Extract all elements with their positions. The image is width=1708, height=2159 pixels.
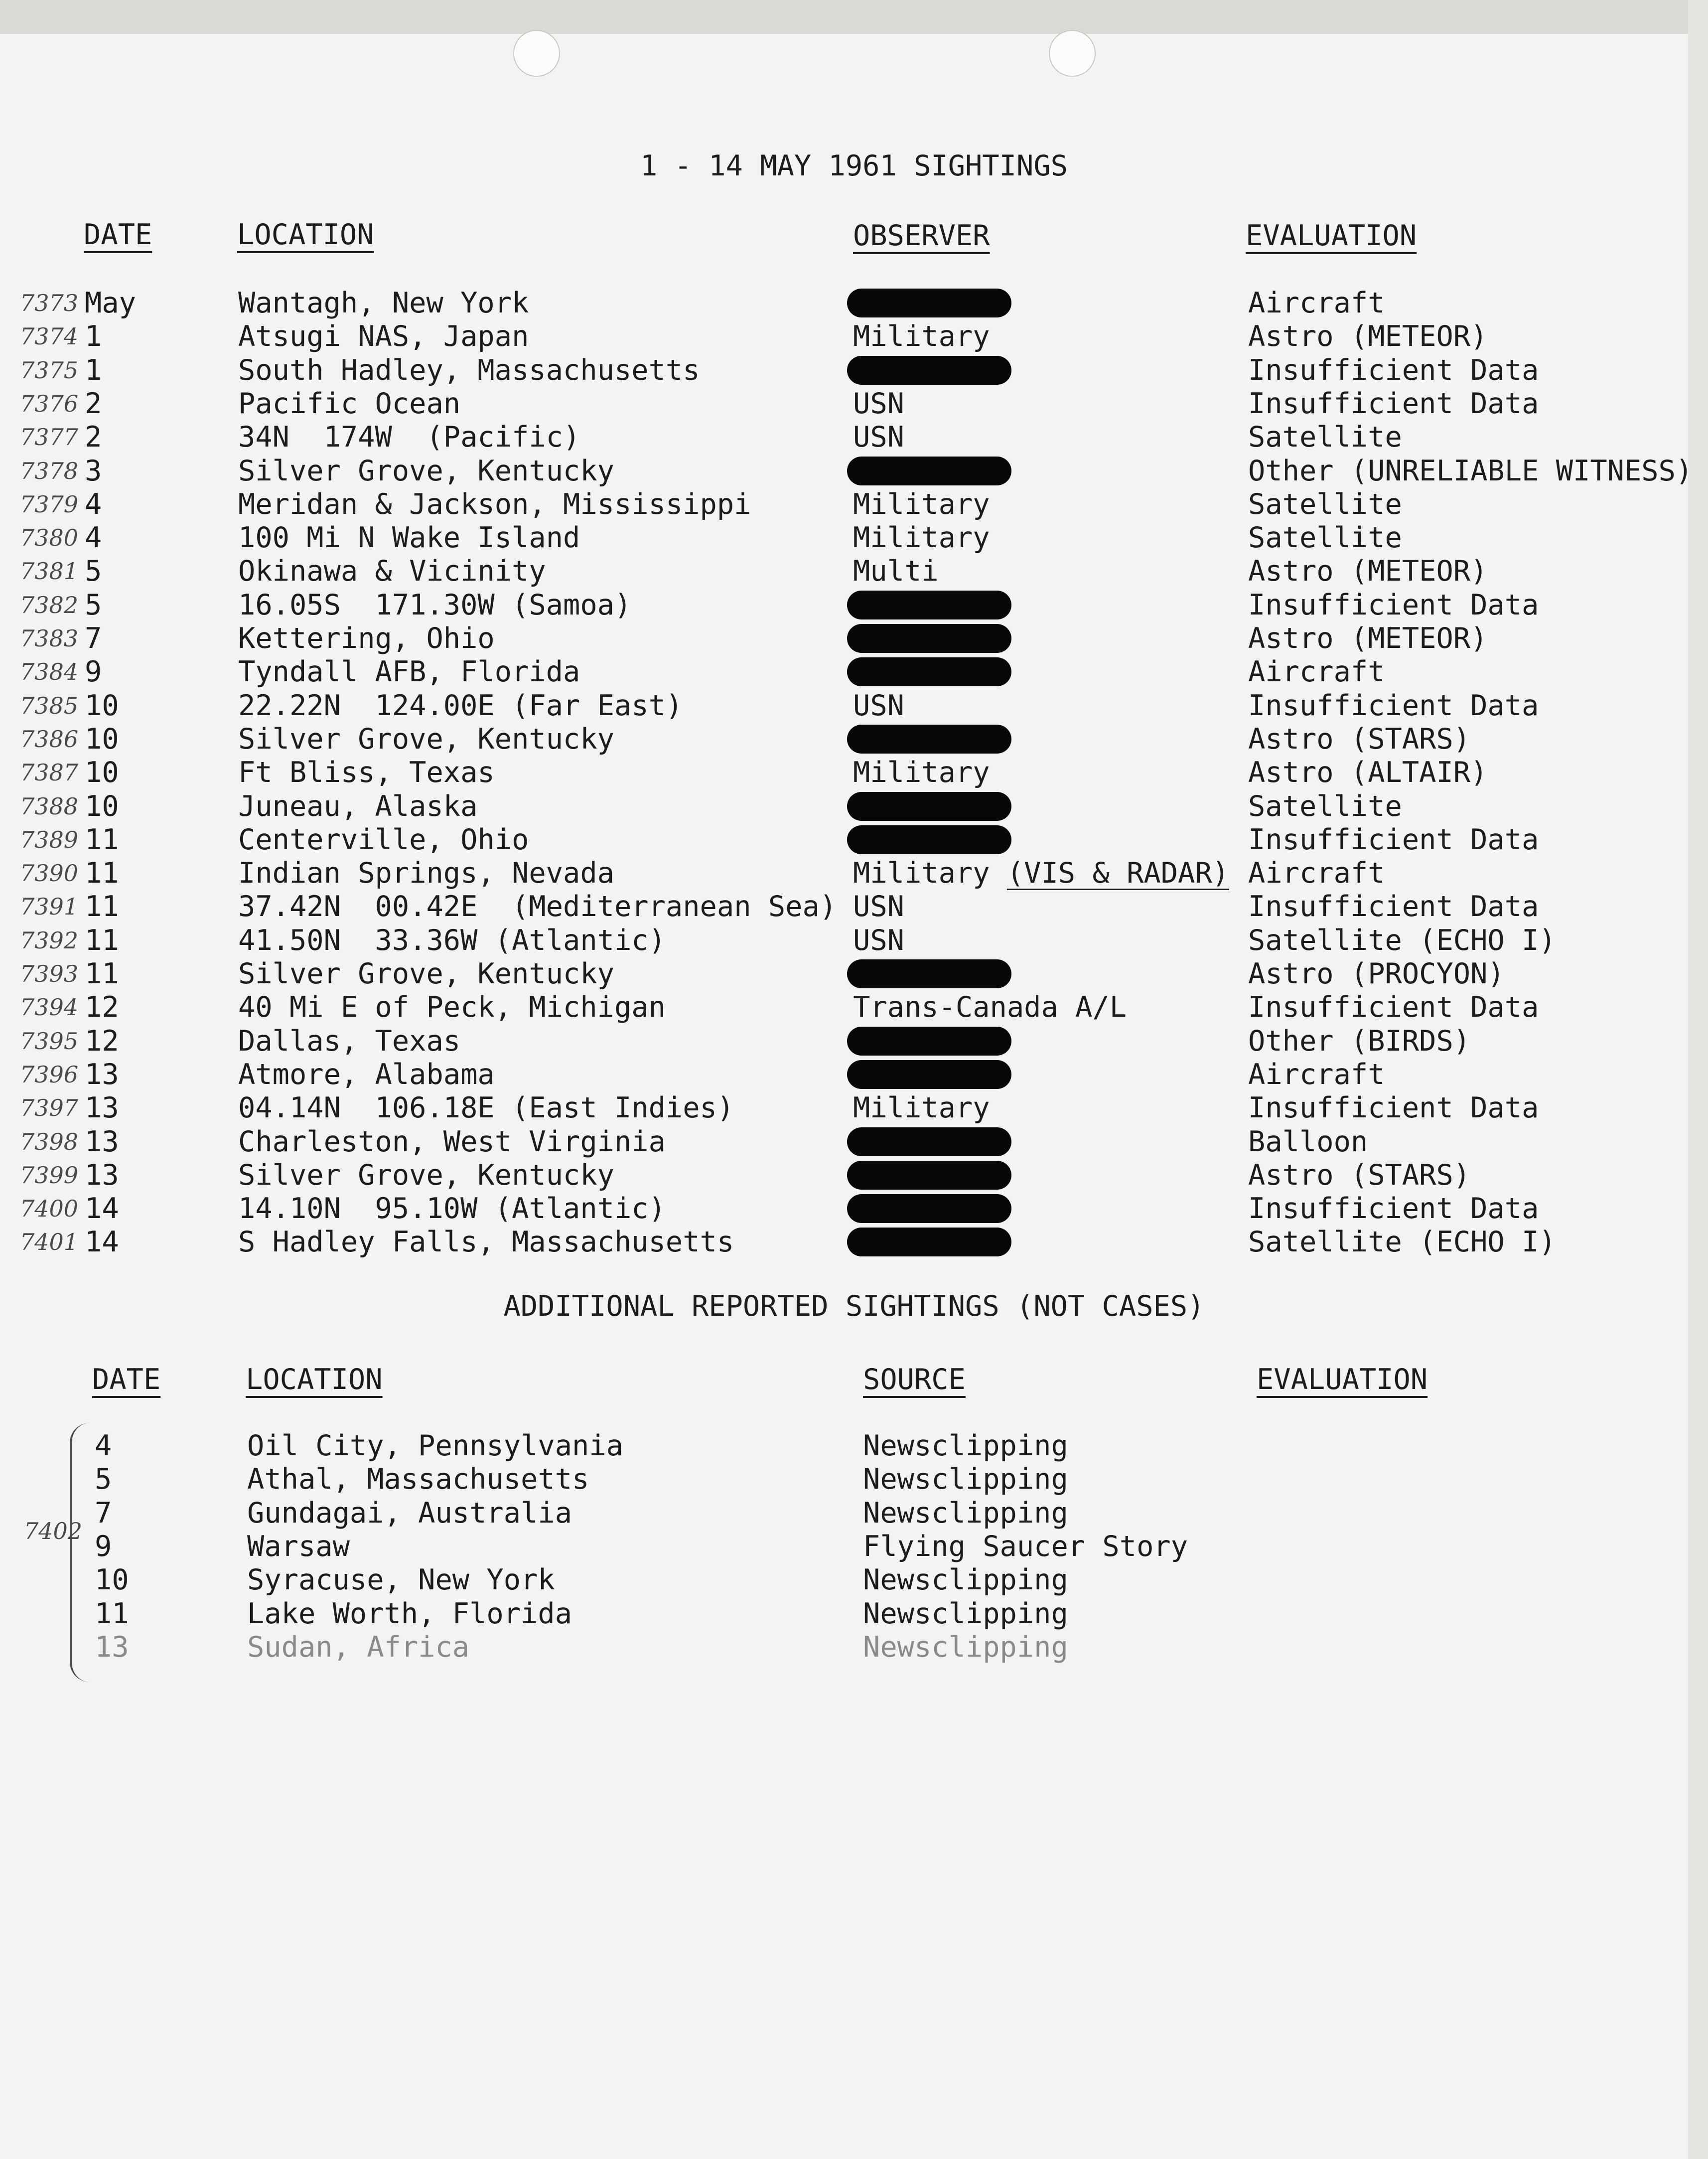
table-row (0, 890, 1708, 924)
cell-date: 13 (85, 1158, 119, 1192)
cell-evaluation: Satellite (1248, 487, 1402, 521)
cell-location: Silver Grove, Kentucky (238, 1158, 614, 1192)
case-number: 7381 (20, 558, 79, 585)
cell-observer: Trans-Canada A/L (853, 991, 1127, 1024)
table-row (0, 723, 1708, 756)
cell-evaluation: Astro (ALTAIR) (1248, 756, 1488, 789)
table-row (0, 689, 1708, 723)
redaction-mark (847, 1060, 1011, 1089)
cell-source: Newsclipping (863, 1597, 1068, 1630)
cell-evaluation: Astro (STARS) (1248, 1158, 1471, 1192)
cell-source: Newsclipping (863, 1429, 1068, 1462)
cell-location: Pacific Ocean (238, 387, 461, 420)
cell-location: Meridan & Jackson, Mississippi (238, 487, 751, 521)
cell-location: 41.50N 33.36W (Atlantic) (238, 924, 666, 957)
cell-location: Kettering, Ohio (238, 622, 495, 655)
redaction-mark (847, 1127, 1011, 1156)
cell-observer: USN (853, 421, 904, 454)
cell-location: Syracuse, New York (247, 1563, 555, 1597)
cell-evaluation: Insufficient Data (1248, 823, 1539, 856)
table-row (0, 555, 1708, 588)
cell-evaluation: Satellite (1248, 789, 1402, 823)
redaction-mark (847, 825, 1011, 854)
cell-location: Lake Worth, Florida (247, 1597, 572, 1630)
cell-evaluation: Satellite (ECHO I) (1248, 924, 1556, 957)
cell-date: 13 (85, 1091, 119, 1125)
cell-evaluation: Astro (METEOR) (1248, 320, 1488, 353)
additional-header-location: LOCATION (246, 1363, 383, 1396)
cell-evaluation: Insufficient Data (1248, 387, 1539, 420)
cell-date: 2 (85, 421, 102, 454)
redaction-mark (847, 792, 1011, 821)
case-number: 7380 (20, 524, 79, 552)
cell-location: Ft Bliss, Texas (238, 756, 495, 789)
redaction-mark (847, 959, 1011, 988)
case-number: 7389 (20, 826, 79, 853)
cell-date: 1 (85, 320, 102, 353)
table-row (0, 1125, 1708, 1159)
table-row (0, 354, 1708, 387)
cell-evaluation: Astro (METEOR) (1248, 555, 1488, 588)
case-number: 7386 (20, 725, 79, 753)
cell-location: Indian Springs, Nevada (238, 857, 614, 890)
punch-hole-left (513, 30, 560, 77)
cell-location: 22.22N 124.00E (Far East) (238, 689, 683, 722)
table-row (0, 589, 1708, 622)
cell-observer: Military (853, 487, 990, 521)
list-item (0, 1563, 1708, 1597)
cell-source: Newsclipping (863, 1463, 1068, 1496)
case-number: 7401 (20, 1229, 79, 1256)
redaction-mark (847, 725, 1011, 754)
case-number: 7388 (20, 792, 79, 820)
cell-location: Centerville, Ohio (238, 823, 529, 856)
cell-observer: USN (853, 890, 904, 924)
header-date: DATE (84, 218, 152, 251)
cell-date: 14 (85, 1192, 119, 1226)
cell-date: 5 (85, 555, 102, 588)
cell-location: Gundagai, Australia (247, 1496, 572, 1530)
table-row (0, 857, 1708, 890)
cell-evaluation: Astro (STARS) (1248, 722, 1471, 756)
cell-source: Flying Saucer Story (863, 1530, 1188, 1563)
cell-location: 37.42N 00.42E (Mediterranean Sea) (238, 890, 837, 924)
cell-location: Silver Grove, Kentucky (238, 957, 614, 990)
cell-location: 100 Mi N Wake Island (238, 521, 580, 555)
cell-location: Juneau, Alaska (238, 789, 478, 823)
cell-evaluation: Insufficient Data (1248, 1192, 1539, 1226)
cell-date: 11 (85, 823, 119, 856)
cell-source: Newsclipping (863, 1630, 1068, 1664)
case-number: 7397 (20, 1094, 79, 1122)
cell-date: May (85, 287, 136, 319)
redaction-mark (847, 1161, 1011, 1190)
cell-location: 34N 174W (Pacific) (238, 421, 580, 454)
case-number: 7396 (20, 1061, 79, 1088)
cell-observer: Military (853, 521, 990, 555)
cell-evaluation: Insufficient Data (1248, 353, 1539, 387)
cell-evaluation: Aircraft (1248, 857, 1385, 890)
table-row (0, 1058, 1708, 1091)
table-row (0, 1091, 1708, 1125)
cell-date: 3 (85, 454, 102, 487)
case-number: 7390 (20, 860, 79, 887)
table-row (0, 287, 1708, 320)
table-row (0, 622, 1708, 655)
list-item (0, 1530, 1708, 1563)
case-number: 7379 (20, 490, 79, 518)
cell-observer: Military (VIS & RADAR) (853, 857, 1229, 890)
header-location: LOCATION (237, 218, 374, 251)
cell-date: 9 (95, 1530, 112, 1563)
table-row (0, 1192, 1708, 1226)
list-item (0, 1631, 1708, 1664)
cell-date: 10 (85, 756, 119, 789)
case-number: 7394 (20, 994, 79, 1021)
table-row (0, 421, 1708, 454)
case-number: 7391 (20, 893, 79, 921)
cell-date: 10 (95, 1563, 129, 1597)
cell-location: Silver Grove, Kentucky (238, 454, 614, 487)
cell-location: Charleston, West Virginia (238, 1125, 666, 1158)
list-item (0, 1497, 1708, 1530)
page-title: 1 - 14 MAY 1961 SIGHTINGS (640, 150, 1068, 182)
cell-evaluation: Insufficient Data (1248, 890, 1539, 924)
cell-date: 10 (85, 789, 119, 823)
list-item (0, 1429, 1708, 1463)
table-row (0, 320, 1708, 353)
case-number: 7374 (20, 323, 79, 350)
cell-date: 10 (85, 689, 119, 722)
case-number: 7377 (20, 424, 79, 451)
cell-observer: USN (853, 689, 904, 722)
cell-date: 10 (85, 722, 119, 756)
table-row (0, 957, 1708, 991)
scan-top-band (0, 0, 1708, 34)
cell-date: 5 (95, 1463, 112, 1496)
case-number: 7399 (20, 1161, 79, 1189)
cell-evaluation: Insufficient Data (1248, 588, 1539, 621)
case-number: 7395 (20, 1027, 79, 1055)
redaction-mark (847, 457, 1011, 485)
cell-source: Newsclipping (863, 1496, 1068, 1530)
cell-observer: Multi (853, 555, 939, 588)
cell-location: Athal, Massachusetts (247, 1463, 589, 1496)
redaction-mark (847, 1194, 1011, 1223)
cell-location: Sudan, Africa (247, 1630, 470, 1664)
table-row (0, 655, 1708, 689)
case-number: 7398 (20, 1128, 79, 1155)
cell-location: 14.10N 95.10W (Atlantic) (238, 1192, 666, 1226)
cell-evaluation: Astro (METEOR) (1248, 622, 1488, 655)
cell-date: 2 (85, 387, 102, 420)
additional-header-evaluation: EVALUATION (1257, 1363, 1428, 1396)
cell-observer: USN (853, 924, 904, 957)
cell-location: S Hadley Falls, Massachusetts (238, 1226, 734, 1259)
cell-date: 12 (85, 1024, 119, 1058)
case-number: 7387 (20, 759, 79, 786)
cell-date: 13 (85, 1125, 119, 1158)
cell-date: 14 (85, 1226, 119, 1259)
cell-date: 4 (95, 1429, 112, 1462)
list-item (0, 1597, 1708, 1631)
cell-location: 04.14N 106.18E (East Indies) (238, 1091, 734, 1125)
table-row (0, 455, 1708, 488)
cell-date: 4 (85, 487, 102, 521)
cell-evaluation: Other (UNRELIABLE WITNESS) (1248, 454, 1693, 487)
table-row (0, 991, 1708, 1024)
header-evaluation: EVALUATION (1246, 219, 1417, 252)
cell-evaluation: Insufficient Data (1248, 689, 1539, 722)
cell-observer: USN (853, 387, 904, 420)
table-row (0, 924, 1708, 957)
cell-location: Tyndall AFB, Florida (238, 655, 580, 689)
cell-evaluation: Astro (PROCYON) (1248, 957, 1505, 990)
cell-location: Atmore, Alabama (238, 1058, 495, 1091)
cell-evaluation: Other (BIRDS) (1248, 1024, 1471, 1058)
case-number: 7392 (20, 926, 79, 954)
cell-source: Newsclipping (863, 1563, 1068, 1597)
redaction-mark (847, 356, 1011, 385)
cell-date: 13 (85, 1058, 119, 1091)
cell-location: Warsaw (247, 1530, 350, 1563)
cell-evaluation: Satellite (1248, 421, 1402, 454)
cell-evaluation: Satellite (ECHO I) (1248, 1226, 1556, 1259)
cell-date: 7 (85, 622, 102, 655)
case-number: 7384 (20, 658, 79, 686)
case-number: 7383 (20, 625, 79, 652)
cell-evaluation: Balloon (1248, 1125, 1368, 1158)
cell-location: Dallas, Texas (238, 1024, 461, 1058)
cell-date: 4 (85, 521, 102, 555)
table-row (0, 1159, 1708, 1192)
case-number: 7382 (20, 591, 79, 618)
additional-header-date: DATE (92, 1363, 161, 1396)
handwritten-case-number: 7402 (24, 1518, 83, 1544)
cell-evaluation: Aircraft (1248, 655, 1385, 689)
table-row (0, 1226, 1708, 1259)
case-number: 7376 (20, 390, 79, 417)
table-row (0, 488, 1708, 521)
cell-date: 12 (85, 991, 119, 1024)
case-number: 7385 (20, 692, 79, 719)
redaction-mark (847, 1027, 1011, 1056)
cell-evaluation: Satellite (1248, 521, 1402, 555)
cell-location: Okinawa & Vicinity (238, 555, 546, 588)
cell-date: 11 (85, 857, 119, 890)
cell-observer: Military (853, 756, 990, 789)
cell-location: Wantagh, New York (238, 287, 529, 319)
cell-date: 5 (85, 588, 102, 621)
cell-location: Oil City, Pennsylvania (247, 1429, 623, 1462)
table-row (0, 756, 1708, 789)
case-number: 7373 (20, 290, 79, 316)
case-number: 7375 (20, 356, 79, 384)
cell-location: Atsugi NAS, Japan (238, 320, 529, 353)
additional-title: ADDITIONAL REPORTED SIGHTINGS (NOT CASES) (503, 1290, 1205, 1323)
cell-evaluation: Aircraft (1248, 1058, 1385, 1091)
cell-evaluation: Aircraft (1248, 287, 1385, 319)
case-number: 7400 (20, 1195, 79, 1223)
redaction-mark (847, 1228, 1011, 1256)
table-row (0, 1025, 1708, 1058)
table-row (0, 790, 1708, 823)
cell-observer: Military (853, 1091, 990, 1125)
cell-evaluation: Insufficient Data (1248, 1091, 1539, 1125)
cell-location: South Hadley, Massachusetts (238, 353, 700, 387)
cell-date: 1 (85, 353, 102, 387)
cell-date: 13 (95, 1630, 129, 1664)
redaction-mark (847, 624, 1011, 653)
cell-observer: Military (853, 320, 990, 353)
list-item (0, 1463, 1708, 1496)
redaction-mark (847, 657, 1011, 686)
redaction-mark (847, 289, 1011, 317)
table-row (0, 823, 1708, 857)
additional-header-source: SOURCE (863, 1363, 966, 1396)
header-observer: OBSERVER (853, 219, 990, 252)
cell-location: Silver Grove, Kentucky (238, 722, 614, 756)
redaction-mark (847, 591, 1011, 619)
case-number: 7393 (20, 960, 79, 987)
cell-date: 11 (85, 957, 119, 990)
table-row (0, 387, 1708, 421)
punch-hole-right (1049, 30, 1096, 77)
case-number: 7378 (20, 457, 79, 484)
cell-date: 11 (85, 924, 119, 957)
cell-location: 16.05S 171.30W (Samoa) (238, 588, 632, 621)
cell-evaluation: Insufficient Data (1248, 991, 1539, 1024)
cell-location: 40 Mi E of Peck, Michigan (238, 991, 666, 1024)
cell-date: 7 (95, 1496, 112, 1530)
table-row (0, 521, 1708, 555)
cell-date: 11 (95, 1597, 129, 1630)
cell-date: 9 (85, 655, 102, 689)
cell-date: 11 (85, 890, 119, 924)
